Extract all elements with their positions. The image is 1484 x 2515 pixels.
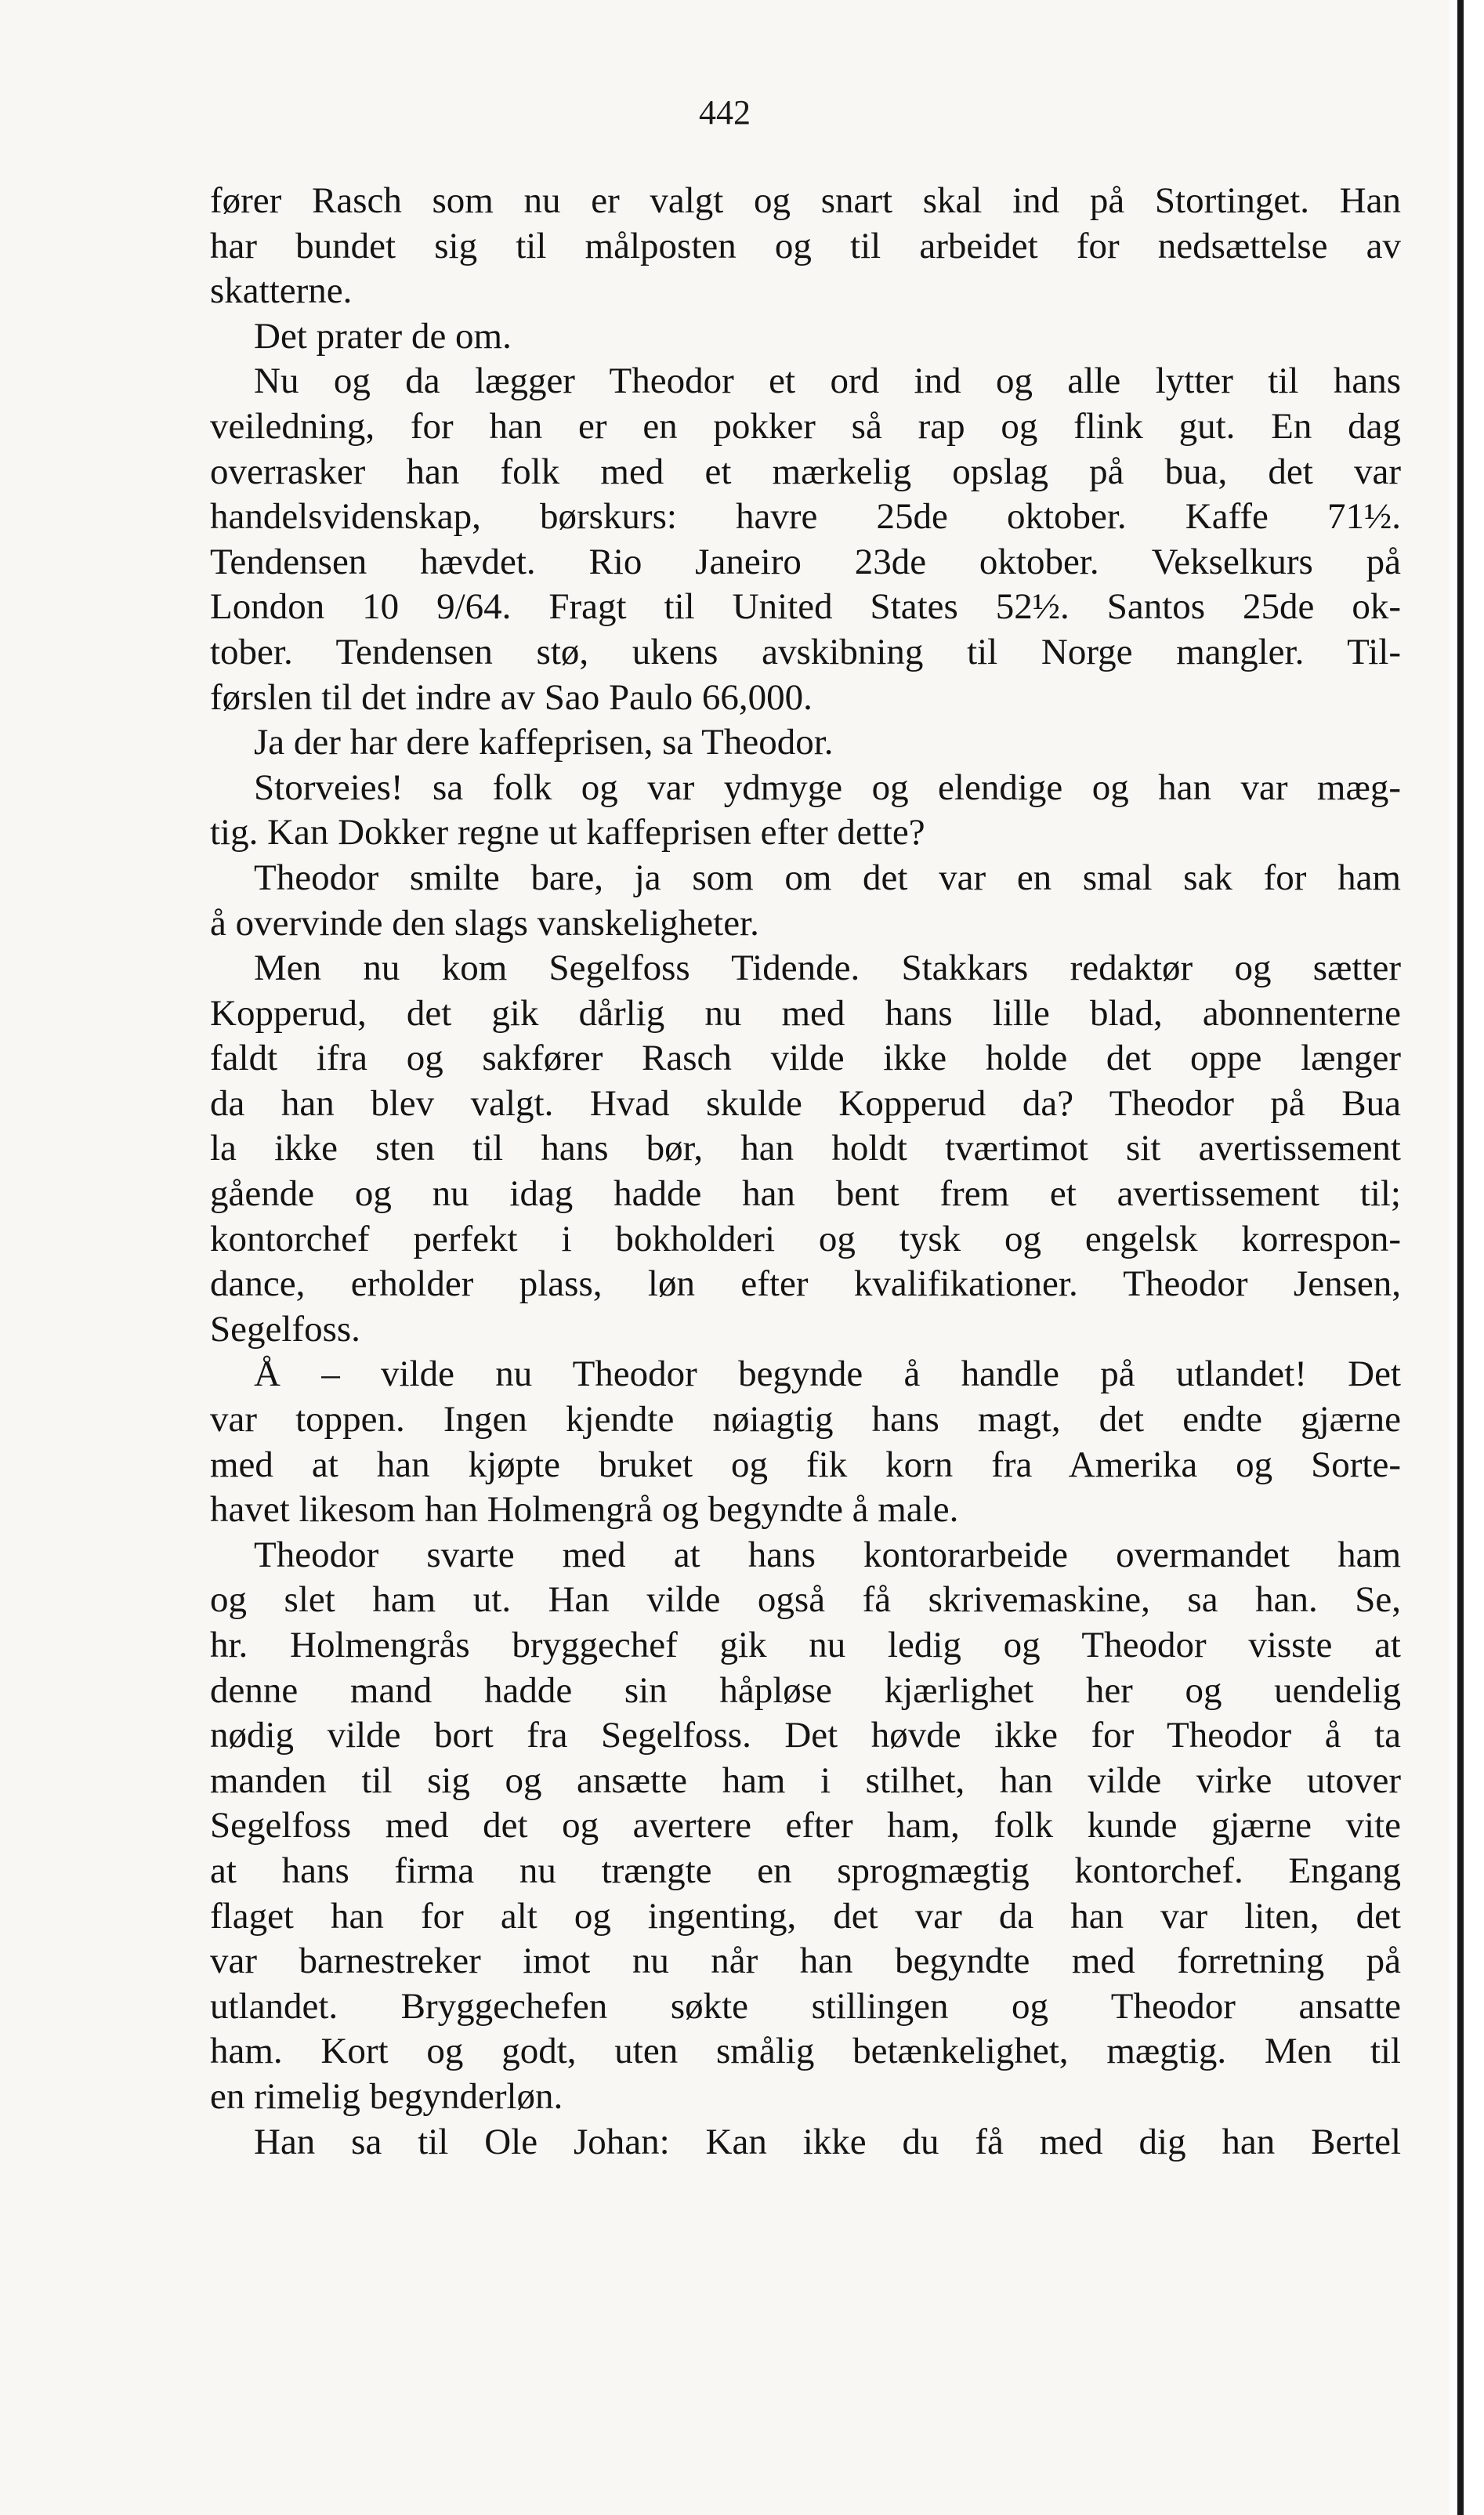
text-line: overrasker han folk med et mærkelig opslag på bua, det var xyxy=(210,451,1401,492)
text-line: skatterne. xyxy=(210,270,353,312)
text-line: at hans firma nu trængte en sprogmægtig kontorchef. Engang xyxy=(210,1850,1401,1891)
text-line: hr. Holmengrås bryggechef gik nu ledig og Theodor visste at xyxy=(210,1625,1401,1665)
page-number: 442 xyxy=(699,93,751,132)
text-line: faldt ifra og sakfører Rasch vilde ikke holde det oppe længer xyxy=(210,1038,1401,1079)
text-line: Kopperud, det gik dårlig nu med hans lille blad, abonnenterne xyxy=(210,992,1401,1034)
text-line: Det prater de om. xyxy=(254,315,512,357)
text-line: var toppen. Ingen kjendte nøiagtig hans magt, det endte gjærne xyxy=(210,1399,1401,1441)
text-line: med at han kjøpte bruket og fik korn fra Amerika og Sorte- xyxy=(210,1444,1401,1485)
text-line: nødig vilde bort fra Segelfoss. Det høvde ikke for Theodor å ta xyxy=(210,1715,1401,1756)
text-line: tig. Kan Dokker regne ut kaffeprisen efter dette? xyxy=(210,812,925,853)
text-line: var barnestreker imot nu når han begyndte med forretning på xyxy=(210,1941,1401,1982)
text-line: denne mand hadde sin håpløse kjærlighet her og uendelig xyxy=(210,1669,1401,1711)
text-line: la ikke sten til hans bør, han holdt tværtimot sit avertissement xyxy=(210,1128,1401,1169)
body-text xyxy=(210,179,1401,2165)
text-line: Theodor svarte med at hans kontorarbeide overmandet ham xyxy=(254,1534,1401,1575)
text-line: Segelfoss med det og avertere efter ham, folk kunde gjærne vite xyxy=(210,1805,1401,1846)
page-edge-shadow xyxy=(1457,0,1464,2515)
text-line: å overvinde den slags vanskeligheter. xyxy=(210,902,759,944)
text-line: da han blev valgt. Hvad skulde Kopperud da? Theodor på Bua xyxy=(210,1082,1401,1124)
text-line: manden til sig og ansætte ham i stilhet, han vilde virke utover xyxy=(210,1759,1401,1801)
text-line: utlandet. Bryggechefen søkte stillingen og Theodor ansatte xyxy=(210,1985,1401,2027)
text-line: gående og nu idag hadde han bent frem et avertissement til; xyxy=(210,1173,1401,1215)
text-line: førslen til det indre av Sao Paulo 66,000. xyxy=(210,676,813,718)
text-line: og slet ham ut. Han vilde også få skrivemaskine, sa han. Se, xyxy=(210,1579,1401,1621)
text-line: havet likesom han Holmengrå og begyndte å male. xyxy=(210,1489,959,1531)
text-line: Storveies! sa folk og var ydmyge og elendige og han var mæg- xyxy=(254,766,1401,808)
text-line: Han sa til Ole Johan: Kan ikke du få med dig han Bertel xyxy=(254,2121,1401,2162)
text-line: Theodor smilte bare, ja som om det var en smal sak for ham xyxy=(254,857,1401,898)
text-line: kontorchef perfekt i bokholderi og tysk og engelsk korrespon- xyxy=(210,1218,1401,1259)
text-line: har bundet sig til målposten og til arbeidet for nedsættelse av xyxy=(210,225,1401,266)
text-line: handelsvidenskap, børskurs: havre 25de oktober. Kaffe 71½. xyxy=(210,496,1401,538)
text-line: London 10 9/64. Fragt til United States 52½. Santos 25de ok- xyxy=(210,586,1401,628)
text-line: tober. Tendensen stø, ukens avskibning til Norge mangler. Til- xyxy=(210,631,1401,672)
text-line: ham. Kort og godt, uten smålig betænkelighet, mægtig. Men til xyxy=(210,2031,1401,2072)
text-line: Men nu kom Segelfoss Tidende. Stakkars redaktør og sætter xyxy=(254,948,1401,989)
text-line: Å – vilde nu Theodor begynde å handle på utlandet! Det xyxy=(254,1354,1401,1395)
text-line: en rimelig begynderløn. xyxy=(210,2075,563,2117)
text-line: flaget han for alt og ingenting, det var da han var liten, det xyxy=(210,1895,1401,1937)
text-line: dance, erholder plass, løn efter kvalifikationer. Theodor Jensen, xyxy=(210,1263,1401,1305)
text-line: Nu og da lægger Theodor et ord ind og alle lytter til hans xyxy=(254,361,1401,402)
text-line: Ja der har dere kaffeprisen, sa Theodor. xyxy=(254,722,834,763)
text-line: veiledning, for han er en pokker så rap og flink gut. En dag xyxy=(210,405,1401,447)
text-line: Segelfoss. xyxy=(210,1308,360,1350)
text-line: fører Rasch som nu er valgt og snart skal ind på Stortinget. Han xyxy=(210,180,1401,221)
text-line: Tendensen hævdet. Rio Janeiro 23de oktober. Vekselkurs på xyxy=(210,541,1401,582)
